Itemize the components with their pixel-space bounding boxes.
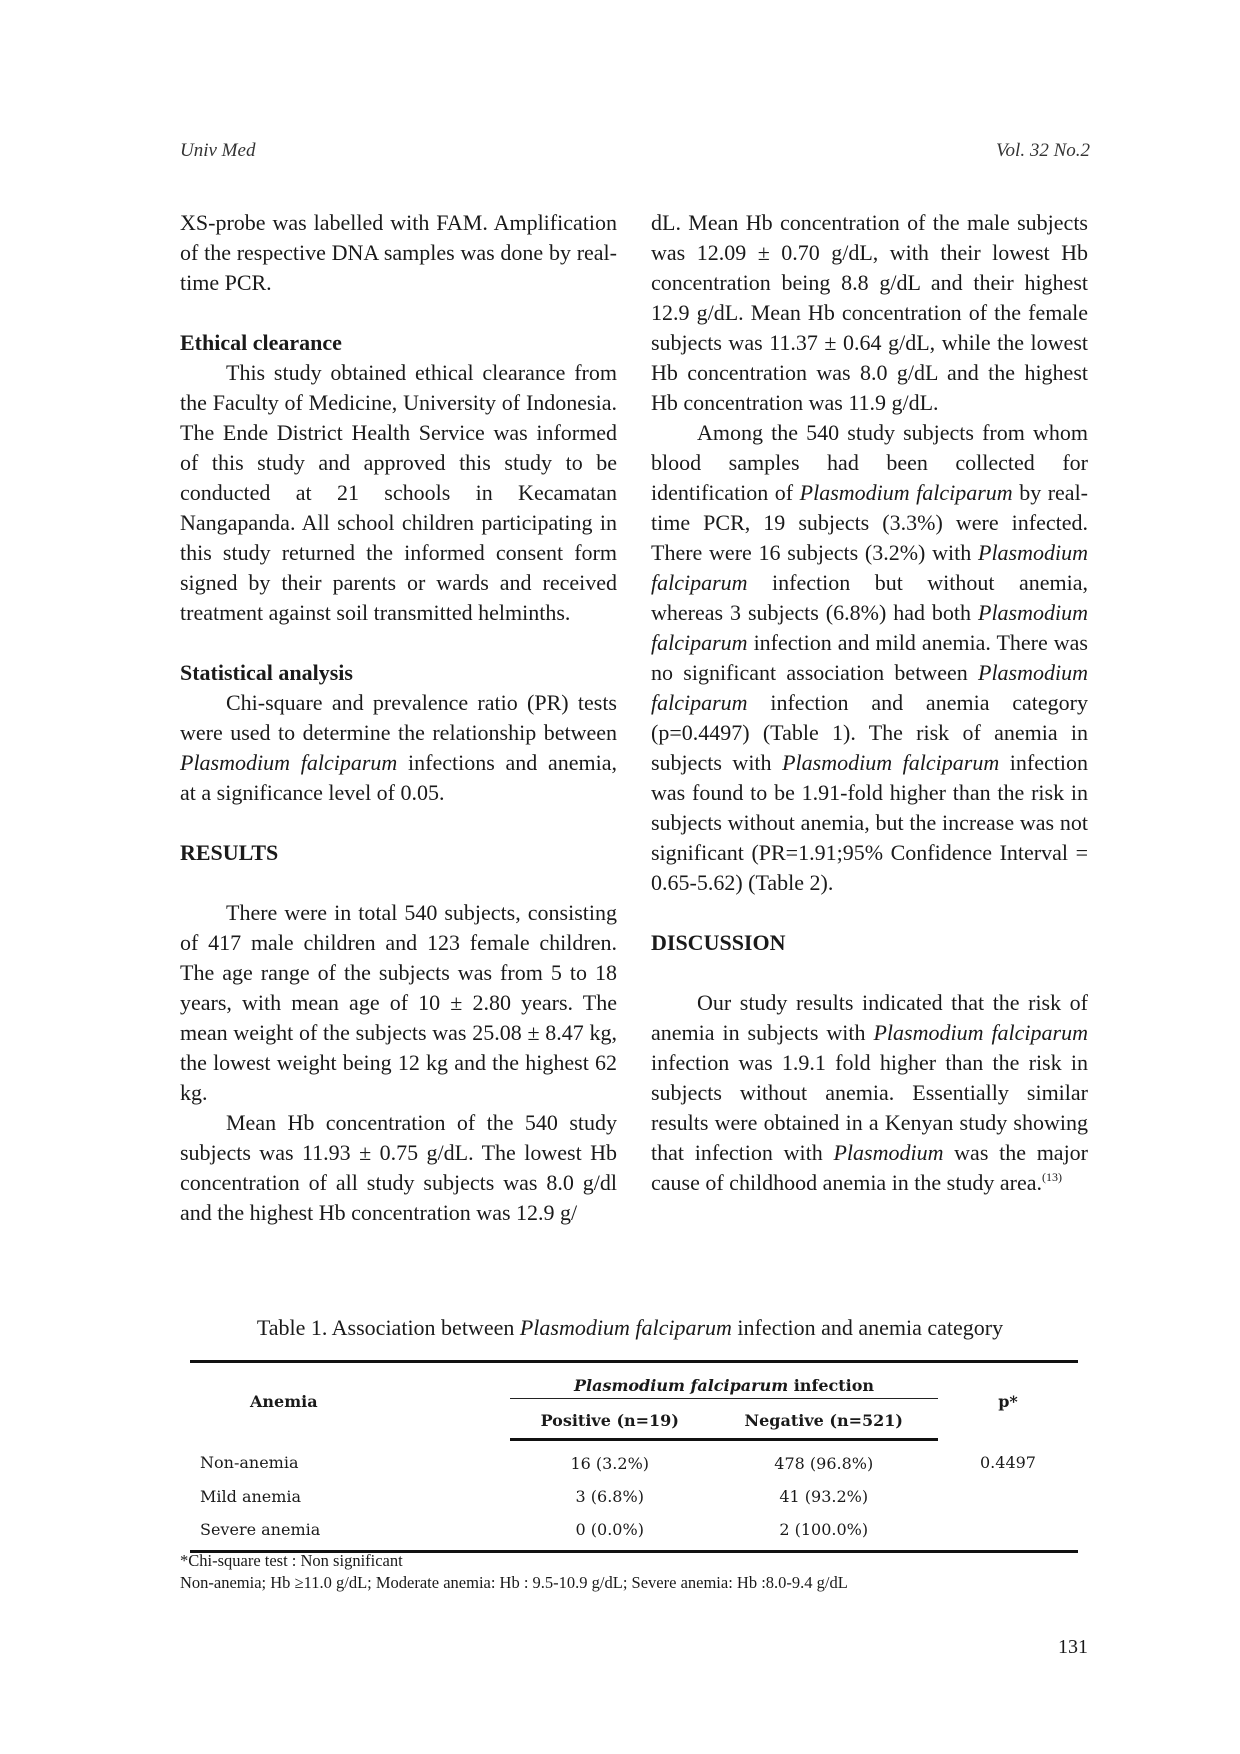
paragraph-results-3: Among the 540 study subjects from whom blood samples had been collected for identification of Plasmodium falciparum by real-time PCR, 19 subjects (3.3%) were infected. There were 16 subjects (3.2%) with Plasmodium falciparum infection but without anemia, whereas 3 subjects (6.8%) had both Plasmodium falciparum infection and mild anemia. There was no significant association between Plasmodium falciparum infection and anemia category (p=0.4497) (Table 1). The risk of anemia in subjects with Plasmodium falciparum infection was found to be 1.91-fold higher than the risk in subjects without anemia, but the increase was not significant (PR=1.91;95% Confidence Interval = 0.65-5.62) (Table 2).	[651, 420, 1089, 895]
cell-p-value	[938, 1513, 1078, 1552]
heading-statistical-analysis: Statistical analysis	[180, 660, 353, 685]
table-row	[190, 1440, 1078, 1481]
cell-negative: 478 (96.8%)	[774, 1454, 874, 1473]
table-footnote-definitions: Non-anemia; Hb ≥11.0 g/dL; Moderate anemia: Hb : 9.5-10.9 g/dL; Severe anemia: Hb :8.0-9.4 g/dL	[180, 1573, 848, 1592]
cell-p-value	[938, 1480, 1078, 1513]
running-head-volume: Vol. 32 No.2	[996, 140, 1090, 161]
paragraph-intro: XS-probe was labelled with FAM. Amplification of the respective DNA samples was done by real-time PCR.	[180, 210, 617, 295]
column-header-negative: Negative (n=521)	[709, 1402, 938, 1440]
column-header-positive: Positive (n=19)	[510, 1402, 709, 1440]
cell-positive: 16 (3.2%)	[570, 1454, 650, 1473]
running-head-journal: Univ Med	[180, 140, 256, 161]
column-header-anemia: Anemia	[190, 1362, 510, 1440]
row-label: Non-anemia	[200, 1453, 299, 1473]
paragraph-results-2: Mean Hb concentration of the 540 study subjects was 11.93 ± 0.75 g/dL. The lowest Hb concentration of all study subjects was 8.0 g/dl and the highest Hb concentration was 12.9 g/	[180, 1110, 617, 1225]
heading-discussion: DISCUSSION	[651, 930, 786, 955]
heading-results: RESULTS	[180, 840, 279, 865]
table-row	[190, 1480, 1078, 1513]
column-header-p-value: p*	[938, 1362, 1078, 1440]
column-header-infection-group: Plasmodium falciparum infection	[510, 1362, 938, 1403]
paragraph-statistical: Chi-square and prevalence ratio (PR) tests were used to determine the relationship between Plasmodium falciparum infections and anemia, at a significance level of 0.05.	[180, 690, 617, 805]
paragraph-results-cont: dL. Mean Hb concentration of the male subjects was 12.09 ± 0.70 g/dL, with their lowest Hb concentration being 8.8 g/dL and their highest 12.9 g/dL. Mean Hb concentration of the female subjects was 11.37 ± 0.64 g/dL, while the lowest Hb concentration was 8.0 g/dL and the highest Hb concentration was 11.9 g/dL.	[651, 210, 1088, 415]
heading-ethical-clearance: Ethical clearance	[180, 330, 342, 355]
right-column	[651, 208, 1088, 1198]
page-number: 131	[1058, 1636, 1088, 1658]
paragraph-results-1: There were in total 540 subjects, consisting of 417 male children and 123 female children. The age range of the subjects was from 5 to 18 years, with mean age of 10 ± 2.80 years. The mean weight of the subjects was 25.08 ± 8.47 kg, the lowest weight being 12 kg and the highest 62 kg.	[180, 900, 617, 1105]
citation-reference: (13)	[1041, 1170, 1062, 1184]
cell-positive: 3 (6.8%)	[575, 1487, 644, 1506]
table-caption: Table 1. Association between Plasmodium falciparum infection and anemia category	[256, 1315, 1004, 1340]
table-anemia-association	[190, 1360, 1078, 1553]
cell-negative: 2 (100.0%)	[709, 1513, 938, 1552]
table-row	[190, 1513, 1078, 1552]
paragraph-discussion: Our study results indicated that the risk of anemia in subjects with Plasmodium falciparum infection was 1.9.1 fold higher than the risk in subjects without anemia. Essentially similar results were obtained in a Kenyan study showing that infection with Plasmodium was the major cause of childhood anemia in the study area.$^{(13)}$	[651, 990, 1089, 1195]
cell-positive: 0 (0.0%)	[510, 1513, 709, 1552]
cell-p-value: 0.4497	[980, 1453, 1036, 1473]
table-footnote-significance: *Chi-square test : Non significant	[180, 1551, 403, 1570]
cell-negative: 41 (93.2%)	[779, 1487, 869, 1506]
row-label: Severe anemia	[190, 1513, 510, 1552]
left-column	[180, 208, 617, 1228]
row-label: Mild anemia	[200, 1487, 302, 1506]
paragraph-ethical: This study obtained ethical clearance from the Faculty of Medicine, University of Indonesia. The Ende District Health Service was informed of this study and approved this study to be conducted at 21 schools in Kecamatan Nangapanda. All school children participating in this study returned the informed consent form signed by their parents or wards and received treatment against soil transmitted helminths.	[180, 360, 617, 625]
